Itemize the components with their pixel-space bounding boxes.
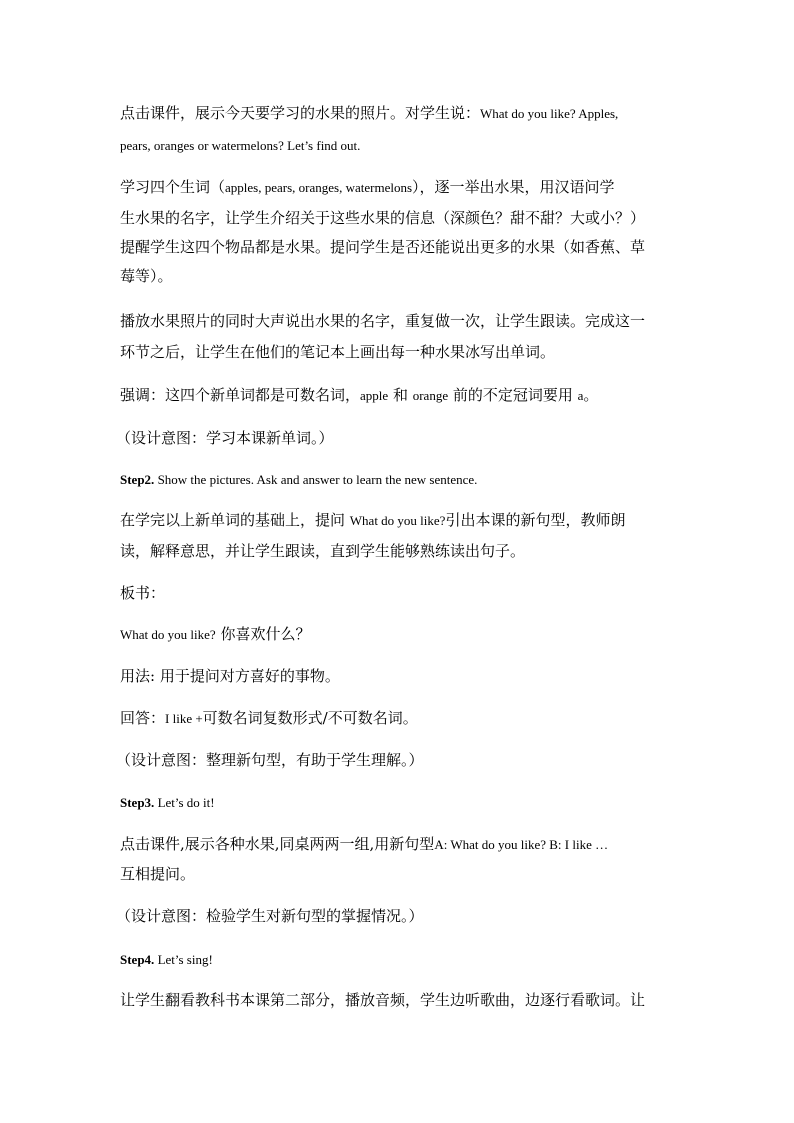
step-4-text: Let’s sing! [154, 952, 213, 967]
paragraph-1-cn-text: 点击课件，展示今天要学习的水果的照片。对学生说： [120, 104, 481, 122]
paragraph-5-line-1 [120, 510, 625, 531]
paragraph-1-line-1 [120, 103, 618, 124]
paragraph-2-line-3: 提醒学生这四个物品都是水果。提问学生是否还能说出更多的水果（如香蕉、草 [120, 238, 646, 256]
step-4-heading [120, 949, 213, 970]
board-answer-en: I like + [165, 711, 203, 726]
paragraph-2-line-1 [120, 177, 615, 198]
paragraph-4-part-1: 强调：这四个新单词都是可数名词， [120, 386, 361, 404]
paragraph-4-word-orange: orange [412, 388, 449, 403]
board-answer-label: 回答： [120, 709, 166, 727]
paragraph-2-line-4: 莓等）。 [120, 267, 173, 285]
paragraph-2-text-a: 学习四个生词（ [120, 178, 226, 196]
step-3-heading [120, 792, 215, 813]
step-2-heading [120, 469, 477, 490]
paragraph-2-text-b: ），逐一举出水果，用汉语问学 [412, 178, 615, 196]
design-intent-3: （设计意图：检验学生对新句型的掌握情况。） [116, 907, 424, 925]
board-answer [120, 708, 418, 729]
paragraph-4-article-a: a [577, 388, 584, 403]
step-3-text: Let’s do it! [154, 795, 215, 810]
paragraph-5-text-a: 在学完以上新单词的基础上，提问 [120, 511, 350, 529]
paragraph-6-dialogue: A: What do you like? B: I like … [434, 837, 609, 852]
board-sentence [120, 624, 310, 645]
paragraph-4-word-apple: apple [360, 388, 389, 403]
paragraph-4-part-4: 。 [583, 386, 599, 404]
paragraph-3-line-2: 环节之后，让学生在他们的笔记本上画出每一种水果冰写出单词。 [120, 343, 556, 361]
paragraph-1-en-text-2: pears, oranges or watermelons? Let’s find out. [120, 138, 361, 153]
board-usage: 用法: 用于提问对方喜好的事物。 [120, 667, 340, 685]
paragraph-5-line-2: 读，解释意思，并让学生跟读，直到学生能够熟练读出句子。 [120, 542, 526, 560]
step-4-label: Step4. [120, 952, 155, 967]
design-intent-2: （设计意图：整理新句型，有助于学生理解。） [116, 751, 424, 769]
step-2-text: Show the pictures. Ask and answer to learn the new sentence. [154, 472, 478, 487]
paragraph-2-vocab-list: apples, pears, oranges, watermelons [225, 180, 413, 195]
board-answer-rule: 可数名词复数形式/不可数名词。 [202, 709, 418, 727]
step-2-label: Step2. [120, 472, 155, 487]
paragraph-6-line-2: 互相提问。 [120, 865, 196, 883]
design-intent-1: （设计意图：学习本课新单词。） [116, 429, 334, 447]
paragraph-4 [120, 385, 598, 406]
board-label: 板书： [120, 584, 166, 602]
step-3-label: Step3. [120, 795, 155, 810]
paragraph-7-line-1: 让学生翻看教科书本课第二部分，播放音频，学生边听歌曲，边逐行看歌词。让 [120, 991, 646, 1009]
paragraph-3-line-1: 播放水果照片的同时大声说出水果的名字，重复做一次，让学生跟读。完成这一 [120, 312, 646, 330]
board-sentence-cn: 你喜欢什么？ [215, 625, 311, 643]
paragraph-5-text-b: 引出本课的新句型，教师朗 [445, 511, 626, 529]
paragraph-4-part-3: 前的不定冠词要用 [448, 386, 578, 404]
paragraph-2-line-2: 生水果的名字，让学生介绍关于这些水果的信息（深颜色？甜不甜？大或小？） [120, 209, 646, 227]
paragraph-5-question: What do you like? [349, 513, 446, 528]
paragraph-6-line-1 [120, 834, 608, 855]
paragraph-1-en-text: What do you like? Apples, [480, 106, 619, 121]
paragraph-6-text: 点击课件,展示各种水果,同桌两两一组,用新句型 [120, 835, 435, 853]
paragraph-1-line-2 [120, 135, 360, 156]
paragraph-4-part-2: 和 [388, 386, 413, 404]
board-sentence-en: What do you like? [120, 627, 216, 642]
